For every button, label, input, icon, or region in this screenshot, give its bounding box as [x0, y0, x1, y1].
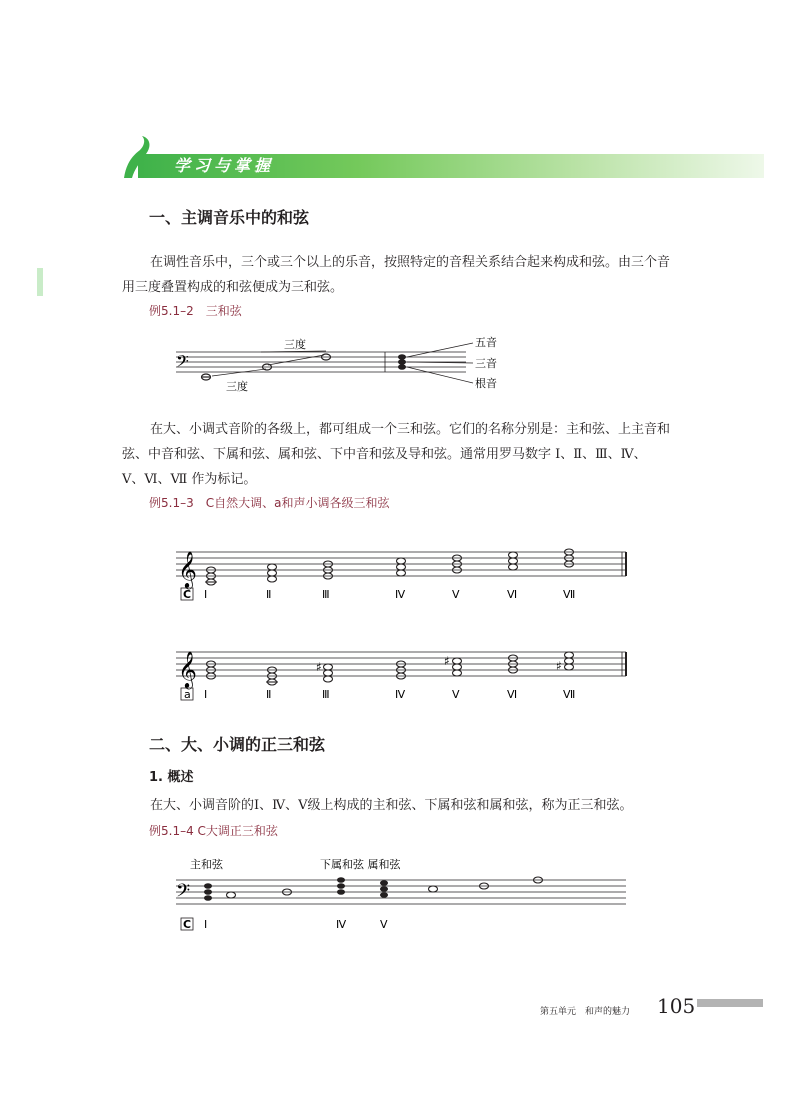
numeral-4: Ⅳ — [395, 588, 406, 601]
third-lower-label: 三度 — [226, 380, 248, 393]
numeral-5: Ⅴ — [452, 588, 460, 601]
numeral-7: Ⅶ — [563, 588, 576, 601]
triad-example-staff — [176, 326, 516, 396]
sharp-icon: ♯ — [444, 654, 450, 668]
section-banner — [118, 134, 764, 184]
numeral-2: Ⅱ — [266, 588, 272, 601]
section1-paragraph2 — [122, 417, 670, 492]
fifth-label: 五音 — [475, 336, 497, 349]
numeral-5: Ⅴ — [452, 688, 460, 701]
bass-clef-icon: 𝄢 — [176, 881, 191, 906]
numeral-3: Ⅲ — [322, 688, 330, 701]
paragraph-line: Ⅴ、Ⅵ、Ⅶ 作为标记。 — [122, 472, 257, 487]
paragraph-line: 在大、小调音阶的Ⅰ、Ⅳ、Ⅴ级上构成的主和弦、下属和弦和属和弦，称为正三和弦。 — [150, 798, 633, 813]
banner-title: 学习与掌握 — [174, 156, 275, 175]
key-a-label: a — [184, 688, 191, 701]
numeral-2: Ⅱ — [266, 688, 272, 701]
section2-subheading: 1. 概述 — [149, 770, 194, 785]
section2-heading: 二、大、小调的正三和弦 — [149, 735, 326, 754]
third-label: 三音 — [475, 357, 497, 370]
paragraph-line: 弦、中音和弦、下属和弦、属和弦、下中音和弦及导和弦。通常用罗马数字 Ⅰ、Ⅱ、Ⅲ、Ⅳ、 — [122, 447, 647, 462]
page-number: 105 — [657, 994, 696, 1018]
subdominant-dominant-label: 下属和弦 属和弦 — [320, 858, 401, 871]
numeral-5: Ⅴ — [380, 918, 388, 931]
example-caption: 例5.1–4 C大调正三和弦 — [149, 824, 278, 838]
section1-paragraph1 — [122, 250, 670, 300]
margin-marker — [37, 268, 43, 296]
numeral-4: Ⅳ — [395, 688, 406, 701]
numeral-6: Ⅵ — [507, 688, 518, 701]
sharp-icon: ♯ — [316, 660, 322, 674]
root-label: 根音 — [475, 377, 497, 390]
key-c-label: C — [183, 588, 192, 601]
key-c-label: C — [183, 918, 192, 931]
tonic-chord-label: 主和弦 — [190, 858, 223, 871]
footer-unit-title: 第五单元 和声的魅力 — [540, 1007, 631, 1017]
sharp-icon: ♯ — [556, 659, 562, 673]
section2-paragraph — [122, 793, 633, 818]
numeral-1: Ⅰ — [204, 918, 208, 931]
paragraph-line: 在大、小调式音阶的各级上，都可组成一个三和弦。它们的名称分别是：主和弦、上主音和 — [150, 422, 671, 437]
paragraph-line: 在调性音乐中，三个或三个以上的乐音，按照特定的音程关系结合起来构成和弦。由三个音 — [150, 255, 671, 270]
paragraph-line: 用三度叠置构成的和弦便成为三和弦。 — [122, 280, 344, 295]
scale-triads-staves — [176, 540, 636, 710]
example-caption: 例5.1–2 三和弦 — [149, 304, 242, 318]
treble-clef-icon: 𝄞 — [178, 650, 197, 688]
numeral-6: Ⅵ — [507, 588, 518, 601]
numeral-4: Ⅳ — [336, 918, 347, 931]
numeral-1: Ⅰ — [204, 688, 208, 701]
third-upper-label: 三度 — [284, 338, 306, 351]
primary-triads-staff — [176, 852, 636, 942]
treble-clef-icon: 𝄞 — [178, 550, 197, 588]
numeral-3: Ⅲ — [322, 588, 330, 601]
example-caption: 例5.1–3 C自然大调、a和声小调各级三和弦 — [149, 496, 390, 510]
footer-bar — [697, 999, 763, 1007]
section1-heading: 一、主调音乐中的和弦 — [149, 208, 310, 227]
numeral-7: Ⅶ — [563, 688, 576, 701]
numeral-1: Ⅰ — [204, 588, 208, 601]
bass-clef-icon: 𝄢 — [176, 351, 189, 375]
